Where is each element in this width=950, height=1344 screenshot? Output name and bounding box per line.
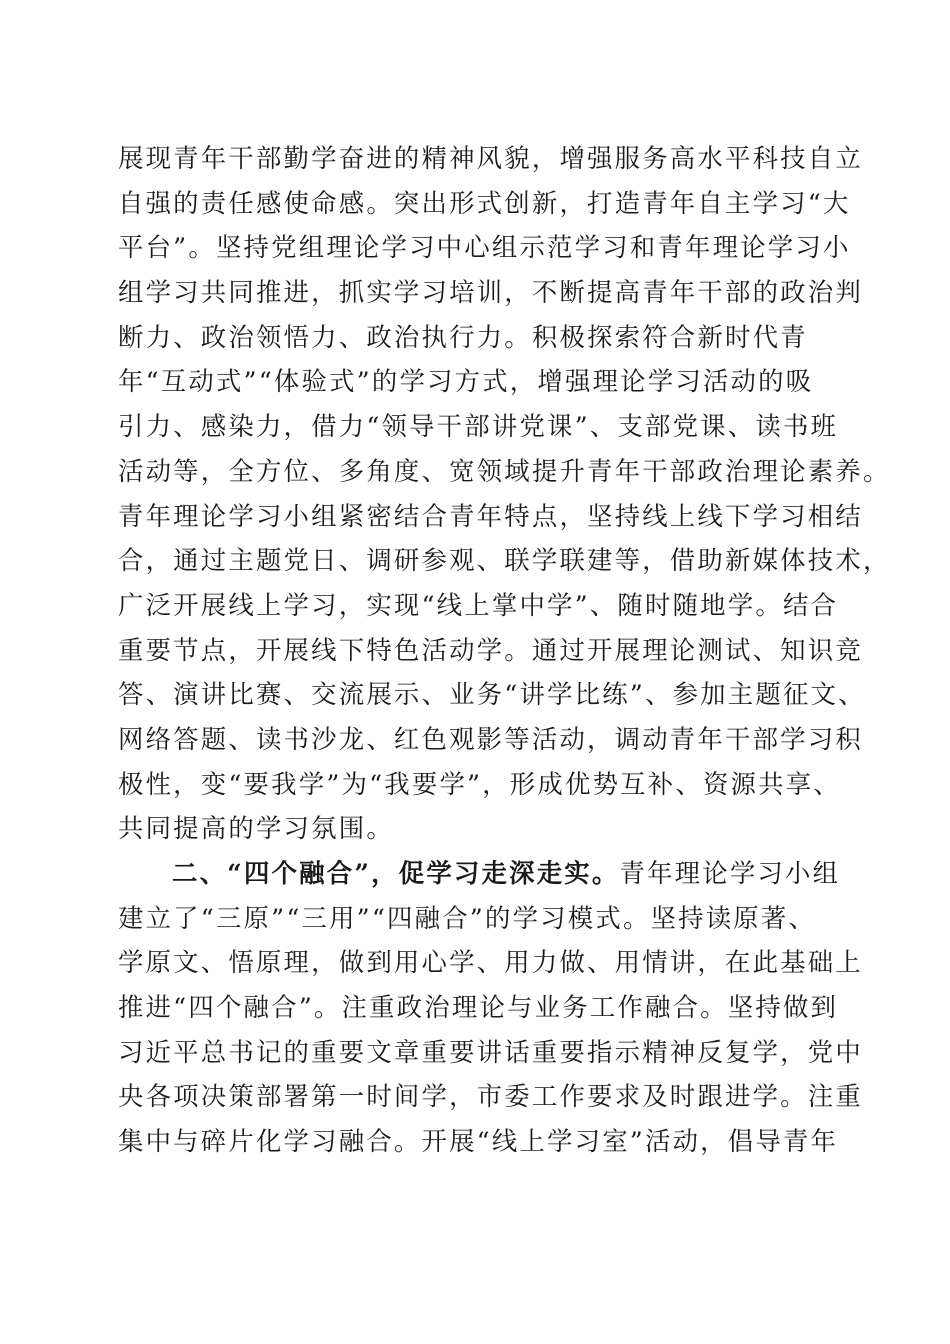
text-line: 学原文、悟原理，做到用心学、用力做、用情讲，在此基础上 — [118, 947, 863, 978]
text-line: 合，通过主题党日、调研参观、联学联建等，借助新媒体技术， — [118, 545, 891, 576]
text-line: 集中与碎片化学习融合。开展“线上学习室”活动，倡导青年 — [118, 1126, 839, 1157]
text-line: 青年理论学习小组紧密结合青年特点，坚持线上线下学习相结 — [118, 500, 863, 531]
text-line: 自强的责任感使命感。突出形式创新，打造青年自主学习“大 — [118, 187, 851, 218]
text-line: 推进“四个融合”。注重政治理论与业务工作融合。坚持做到 — [118, 992, 839, 1023]
text-line: 网络答题、读书沙龙、红色观影等活动，调动青年干部学习积 — [118, 723, 863, 754]
text-line: 重要节点，开展线下特色活动学。通过开展理论测试、知识竞 — [118, 634, 863, 665]
text-line: 展现青年干部勤学奋进的精神风貌，增强服务高水平科技自立 — [118, 143, 863, 173]
text-line: 极性，变“要我学”为“我要学”，形成优势互补、资源共享、 — [118, 768, 841, 799]
section-2-first-line-text: 青年理论学习小组 — [619, 858, 841, 888]
section-2-heading: 二、“四个融合”，促学习走深走实。 — [172, 858, 620, 888]
text-line: 组学习共同推进，抓实学习培训，不断提高青年干部的政治判 — [118, 277, 863, 308]
text-line: 引力、感染力，借力“领导干部讲党课”、支部党课、读书班 — [118, 411, 839, 442]
text-line: 建立了“三原”“三用”“四融合”的学习模式。坚持读原著、 — [118, 902, 817, 933]
text-line: 活动等，全方位、多角度、宽领域提升青年干部政治理论素养。 — [118, 455, 891, 486]
body-text — [118, 136, 891, 1164]
text-line: 平台”。坚持党组理论学习中心组示范学习和青年理论学习小 — [118, 232, 851, 263]
text-line: 答、演讲比赛、交流展示、业务“讲学比练”、参加主题征文、 — [118, 679, 866, 710]
text-line: 广泛开展线上学习，实现“线上掌中学”、随时随地学。结合 — [118, 589, 839, 620]
text-line: 习近平总书记的重要文章重要讲话重要指示精神反复学，党中 — [118, 1036, 863, 1067]
text-line: 断力、政治领悟力、政治执行力。积极探索符合新时代青 — [118, 321, 808, 352]
text-line: 央各项决策部署第一时间学，市委工作要求及时跟进学。注重 — [118, 1081, 863, 1112]
text-line: 共同提高的学习氛围。 — [118, 813, 394, 844]
section-2-first-line — [118, 851, 841, 896]
text-line: 年“互动式”“体验式”的学习方式，增强理论学习活动的吸 — [118, 366, 814, 397]
